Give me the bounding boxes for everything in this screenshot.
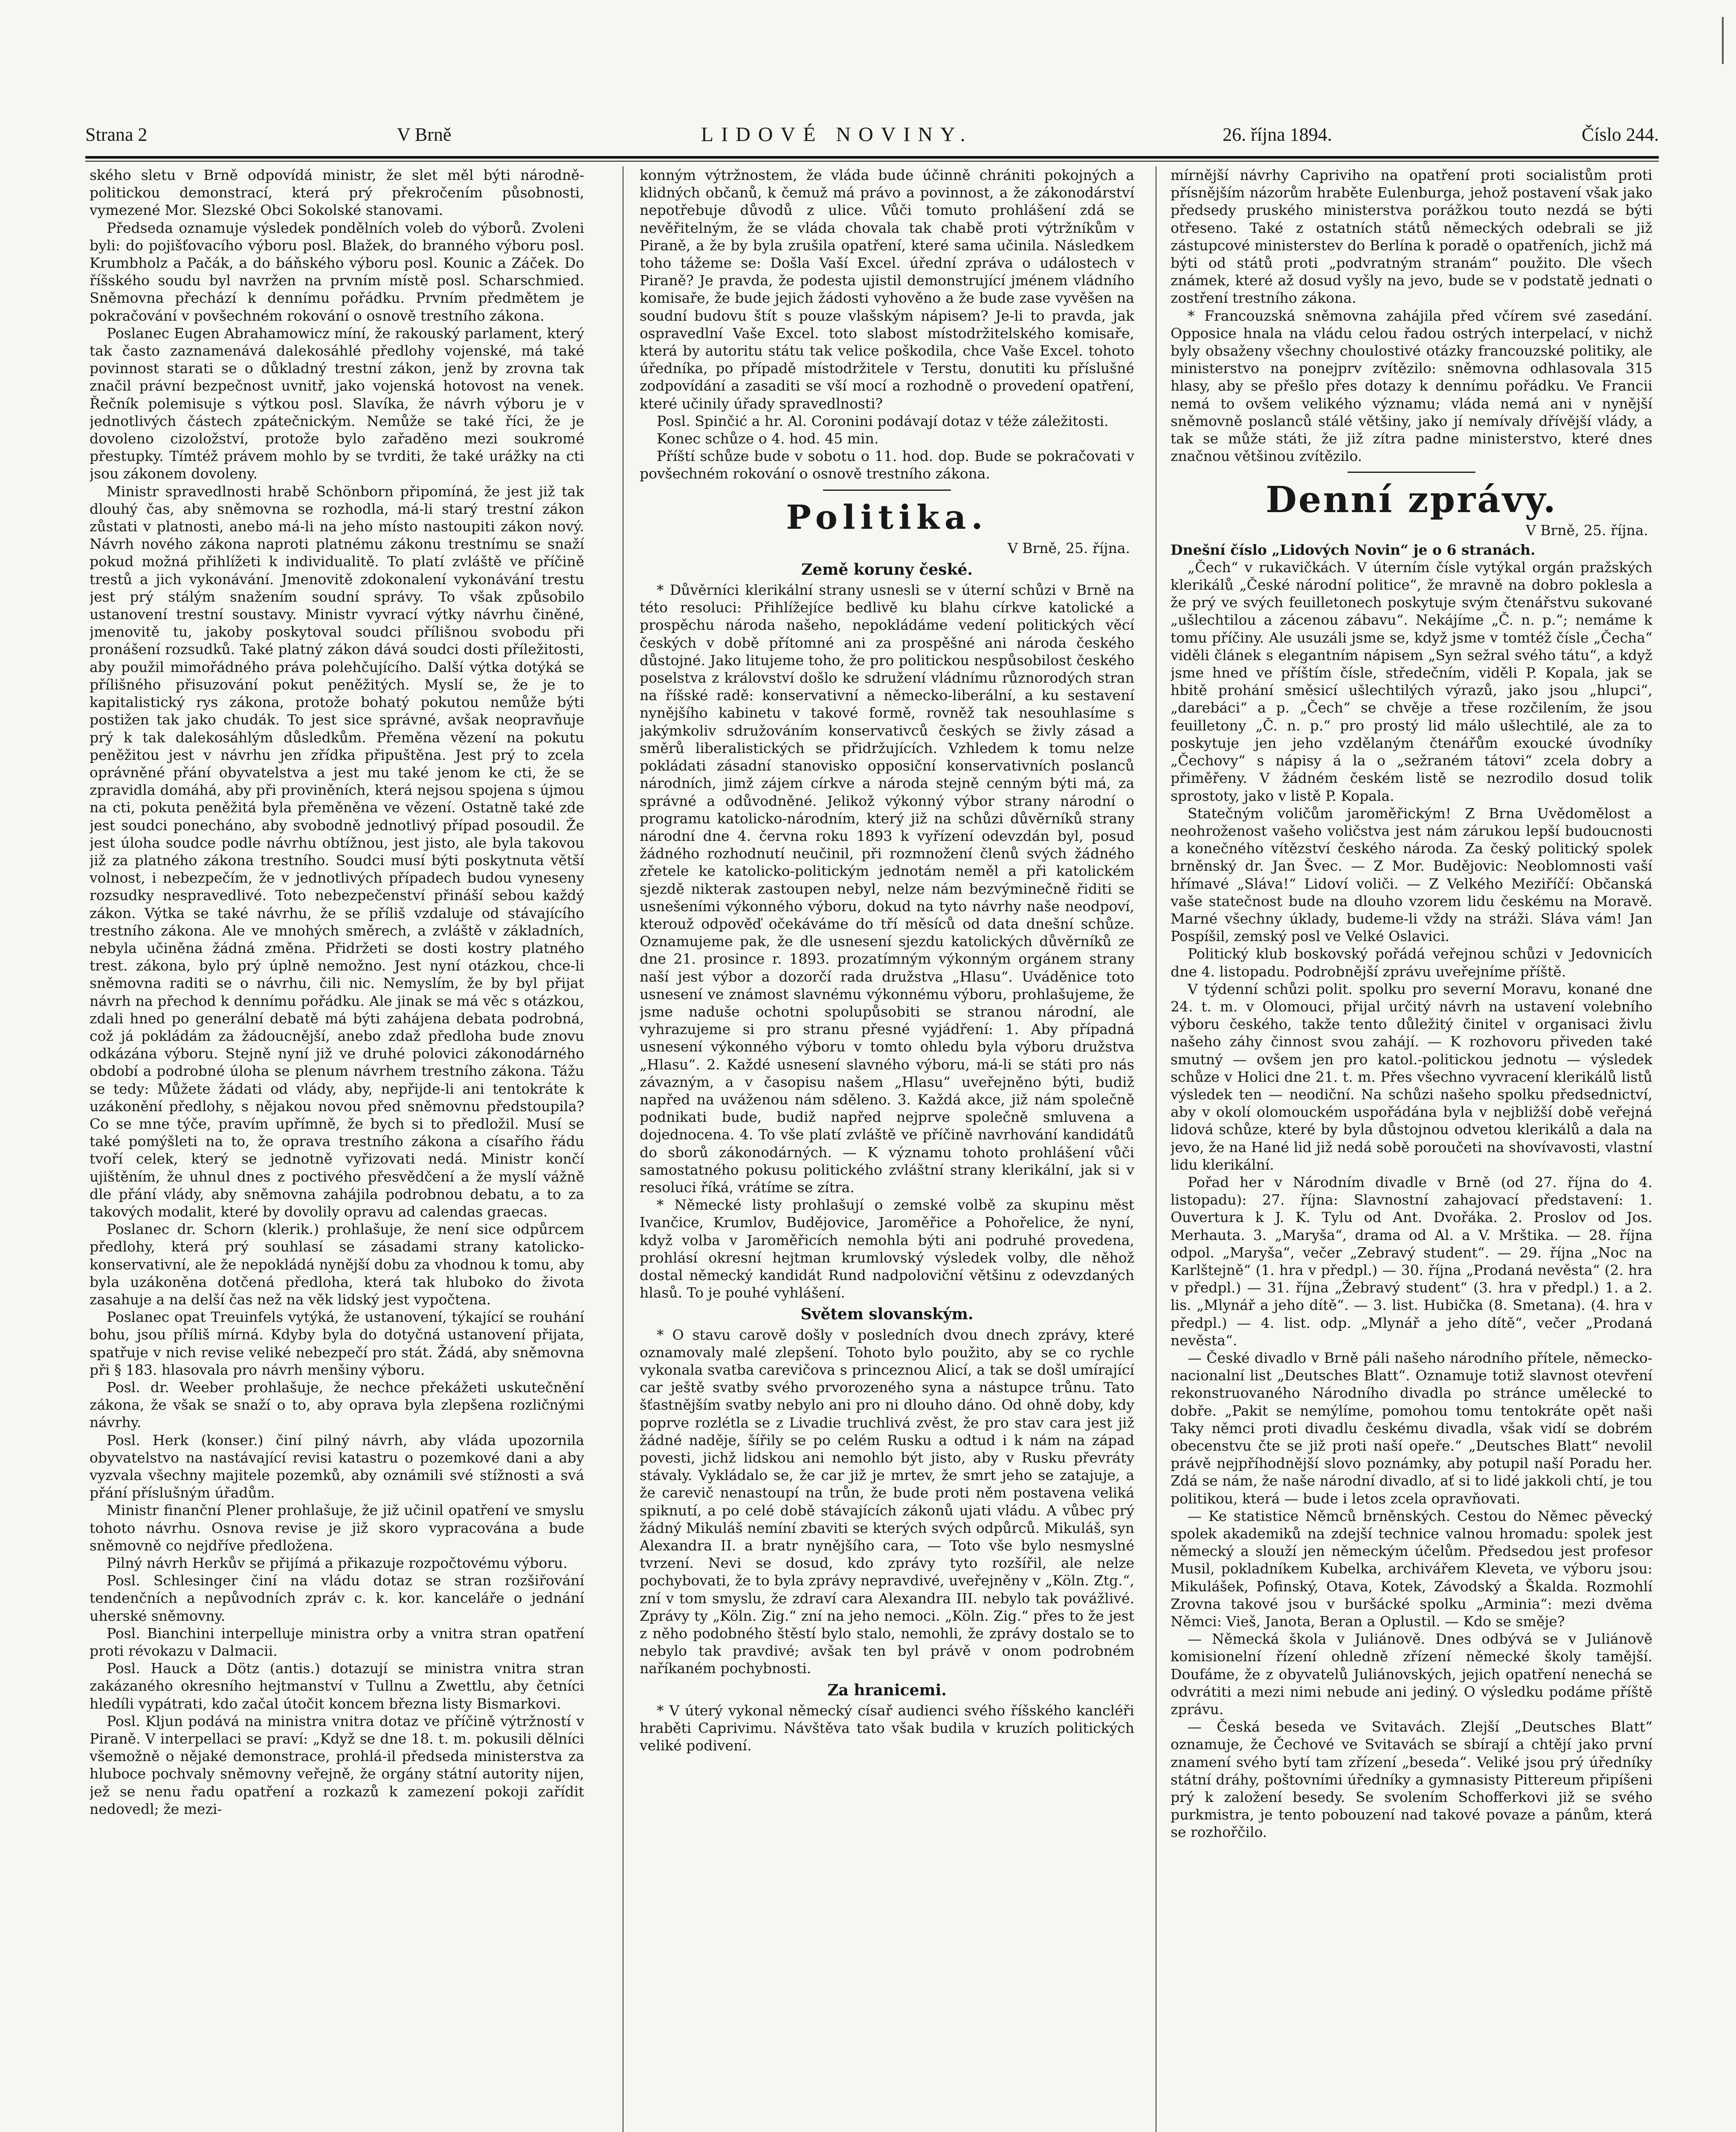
scan-edge-mark bbox=[1722, 17, 1724, 64]
subheading: Za hranicemi. bbox=[827, 1681, 947, 1699]
paragraph: Posl. Spinčić a hr. Al. Coronini podávají dotaz v téže záležitosti. bbox=[657, 412, 1109, 429]
news-item: — České divadlo v Brně páli našeho národního přítele, německo-nacionalní list „Deutsches Blatt“. Oznamuje totiž slavnost otevření rekonstruovaného Národního divadla po stránce umělecké to dobře. „Pakit se nemýlíme, pomohou tomu tentokráte opět naši Taky němci proti divadlu českému divadla, však vidí se dobrém obecenstvu čte se již proti naší opeře.“ „Deutsches Blatt“ nevolil právě nejpříhodnější slovo poznámky, aby potupil naší Poradu her. Zdá se nám, že naše národní divadlo, ať si to lidé jakkoli chtí, je tou politikou, která — bude i letos zcela opravňovati. bbox=[1171, 1350, 1652, 1507]
news-item: V týdenní schůzi polit. spolku pro severní Moravu, konané dne 24. t. m. v Olomouci, přijal určitý návrh na ustavení volebního výboru českého, takže tento důležitý činitel v organisaci živlu našeho záhy činnost svou zahájí. — K rozhovoru přiveden také smutný — ovšem jen pro katol.-politickou jednotu — výsledek schůze v Holici dne 21. t. m. Přes všechno vyvracení klerikálů listů výsledek ten — neodiční. Na schůzi našeho spolku předsednictví, aby v okolí olomouckém uspořádána byla v nejbližší době veřejná lidová schůze, které by byla důstojnou odvetou klerikálů a dala na jevo, že na Hané lid již nedá sobě poroučeti na shovívavosti, vlastní lidu klerikální. bbox=[1171, 980, 1652, 1173]
paragraph: Poslanec Eugen Abrahamowicz míní, že rakouský parlament, který tak často zaznamenává dalekosáhlé předlohy vojenské, má také povinnost starati se o důkladný trestní zákon, jenž by zrovna tak značil právní bezpečnost uvnitř, jako vojenská hotovost na venek. Řečník polemisuje s výtkou posl. Slavíka, že návrh výboru je v jednotlivých částech zpátečnickým. Nemůže se také říci, že je dovoleno cizoložství, protože bylo zařaděno mezi soukromé přestupky. Tímtéž právem mohlo by se tvrditi, že také urážky na cti jsou zákonem dovoleny. bbox=[90, 324, 584, 482]
news-item: Statečným voličům jaroměřickým! Z Brna Uvědomělost a neohroženost vašeho voličstva jest nám zárukou lepší budoucnosti a konečného vítězství českého národa. Za český politický spolek brněnský dr. Jan Švec. — Z Mor. Budějovic: Neoblomnosti vaší hřímavé „Sláva!“ Lidoví voliči. — Z Velkého Meziříčí: Občanská vaše statečnost bude na dlouho vzorem lidu českému na Moravě. Marné všechny úklady, budeme-li vždy na stráži. Sláva vám! Jan Pospíšil, zemský posl ve Velké Oslavici. bbox=[1171, 805, 1652, 945]
column-3 bbox=[1171, 166, 1652, 2132]
paragraph: Posl. Kljun podává na ministra vnitra dotaz ve příčině výtržností v Piraně. V interpellaci se praví: „Když se dne 18. t. m. pokusili dělníci všemožně o nějaké demonstrace, prohlá-il předseda ministerstva za hluboce pochvaly sněmovny veřejně, že orgány státní autority nijen, jež se nenu řadu opatření a rozkazů k zamezení pokoji zařídit nedovedl; že mezi- bbox=[90, 1712, 584, 1817]
dateline: V Brně, 25. října. bbox=[1007, 539, 1130, 556]
edition-note: Dnešní číslo „Lidových Novin“ je o 6 stranách. bbox=[1171, 541, 1536, 558]
paragraph: Pilný návrh Herkův se přijímá a přikazuje rozpočtovému výboru. bbox=[107, 1555, 568, 1572]
masthead-place: V Brně bbox=[397, 124, 452, 145]
paragraph: Posl. Bianchini interpelluje ministra orby a vnitra stran opatření proti révokazu v Dalmacii. bbox=[90, 1625, 584, 1660]
paragraph: * Důvěrníci klerikální strany usnesli se v úterní schůzi v Brně na této resoluci: Přihlížejíce bedlivě ku blahu církve katolické a prospěchu národa našeho, nepokládáme vedení politických věcí českých v době přítomné ani za prospěšné ani národa českého důstojné. Jako litujeme toho, že pro politickou nespůsobilost českého poselstva z království došlo ke sdružení vládnímu různorodých stran na říšské radě: konservativní a německo-liberální, a ku sestavení nynějšího kabinetu v takové formě, rovněž tak nesouhlasíme s jakýmkoliv sdružováním konservativců českých se živly zásad a směrů liberalistických se přidržujících. Vzhledem k tomu nelze pokládati zásadní stanovisko opposiční konservativních poslanců národních, jimž zájem církve a národa stejně cenným býti má, za správné a odůvodněné. Jelikož výkonný výbor strany národní o programu katolicko-národním, který již na schůzi důvěrníků strany národní dne 4. června roku 1893 k vyřízení odevzdán byl, posud žádného rozhodnutí neučinil, při rozmnožení členů svých žádného zřetele ke katolicko-politickým jednotám neměl a při katolickém sjezdě nikterak zastoupen nebyl, nelze nám bezvýminečně řiditi se usnešeními výkonného výboru, dokud na tyto návrhy naše neodpoví, kterouž odpověď očekáváme do tří měsíců od data dnešní schůze. Oznamujeme pak, že dle usnesení sjezdu katolických důvěrníků ze dne 21. prosince r. 1893. prozatímným výkonným orgánem strany naší jest výbor a dozorčí rada družstva „Hlasu“. Uváděnice toto usnesení ve známost slavnému výkonnému výboru, prohlašujeme, že jsme naduše ochotni spolupůsobiti se stranou národní, ale vyhrazujeme si pro stranu přesné vyjádření: 1. Aby případná usnesení výkonného výboru v tomto ohledu byla výboru družstva „Hlasu“. 2. Každé usnesení slavného výboru, má-li se státi pro nás závazným, a v časopisu našem „Hlasu“ uveřejněno býti, budiž napřed na uváženou nám sděleno. 3. Každá akce, již nám společně podnikati bude, budiž napřed nejprve společně smluvena a dojednocena. 4. To vše platí zvláště ve příčině navrhování kandidátů do sborů zákonodárných. — K významu tohoto prohlášení vůči samostatného pokusu politického zvláštní strany klerikální, jak si v resoluci říká, vrátíme se zítra. bbox=[640, 582, 1134, 1196]
paragraph: ského sletu v Brně odpovídá ministr, že slet měl býti národně-politickou demonstrací, která prý překročením působnosti, vymezené Mor. Slezské Obci Sokolské stanovami. bbox=[90, 167, 584, 219]
dateline: V Brně, 25. října. bbox=[1525, 522, 1648, 539]
issue-date: 26. října 1894. bbox=[1222, 124, 1332, 145]
subheading: Země koruny české. bbox=[801, 560, 973, 579]
paragraph: konným výtržnostem, že vláda bude účinně chrániti pokojných a klidných občanů, k čemuž má právo a povinnost, a že zákonodárství nepotřebuje důvodů z ulice. Vůči tomuto prohlášení zdá se nevěřitelným, že se vláda chovala tak chabě proti výtržníkům v Piraně, a že by byla zrušila opatření, které sama učinila. Následkem toho tážeme se: Došla Vaší Excel. úřední zpráva o událostech v Piraně? Je pravda, že podesta ujistil demonstrující jménem vládního komisaře, že bude jejich žádosti vyhověno a že bude zase vyvěšen na soudní budovu štít s pouze vlašským nápisem? Je-li to pravda, jak ospravedlní Vaše Excel. toto slabost místodržitelského komisaře, která by autoritu státu tak velice poškodila, chce Vaše Excel. tohoto úředníka, po případě místodržitele v Terstu, donutiti ku příslušné zodpovídání a zasaditi se vší mocí a rozhodně o provedení opatření, které učinily úřady spravedlnosti? bbox=[640, 167, 1134, 412]
newspaper-title: LIDOVÉ NOVINY. bbox=[701, 123, 973, 146]
masthead bbox=[85, 115, 1659, 154]
section-divider bbox=[1348, 472, 1475, 473]
issue-number: Číslo 244. bbox=[1582, 124, 1659, 145]
paragraph: Ministr spravedlnosti hrabě Schönborn připomíná, že jest již tak dlouhý čas, aby sněmovna se rozhodla, má-li starý trestní zákon zůstati v platnosti, anebo má-li na jeho místo nastoupiti zákon nový. Návrh nového zákona naproti platnému zákonu trestnímu se snaží pokud možná přihlížeti k individualitě. To platí zvláště ve příčině trestů a jich vykonávání. Jmenovitě zdokonalení vykonávání trestu jest prý stálým snažením soudní správy. To však způsobilo ustanovení trestní soustavy. Ministr vyvrací výtky návrhu činěné, jmenovitě tu, jakoby poskytoval soudci přílišnou svobodu při pronášení rozsudků. Také platný zákon dává soudci dosti příležitosti, aby použil mimořádného práva polehčujícího. Další výtka dotýká se přílišného přisuzování pokut peněžitých. Myslí se, že je to kapitalistický rys zákona, protože bohatý pokutou nemůže býti postižen tak jako chudák. To jest sice správné, avšak neopravňuje prý k tak dalekosáhlým důsledkům. Přeměna vězení na pokutu peněžitou jest v návrhu jen zřídka připuštěna. Jest prý to zcela oprávněné přání obyvatelstva a jest mu také jenom ke cti, že se zpravidla domáhá, aby při proviněních, která nejsou spojena s újmou na cti, pokuta peněžitá byla přeměněna ve vězení. Ostatně také zde jest soudci ponecháno, aby svobodně jednotlivý případ posoudil. Že jest úloha soudce podle návrhu obtížnou, jest jisto, ale byla takovou již za platného zákona trestního. Soudci musí býti poskytnuta větší volnost, i nebezpečím, že v jednotlivých případech budou vyneseny rozsudky nespravedlivé. Toto nebezpečenství přináší sebou každý zákon. Výtka se také návrhu, že se příliš vzdaluje od stávajícího trestního zákona. Ale ve mnohých směrech, a zvláště v základních, nebyla učiněna žádná změna. Přidržeti se dosti kostry platného trest. zákona, bylo prý úplně nemožno. Jest nyní otázkou, chce-li sněmovna raditi se o návrhu, čili nic. Nemyslím, že by byl přijat návrh na přechod k dennímu pořádku. Ale jinak se má věc s otázkou, zdali hned po generální debatě má býti zahájena debata podrobná, což já pokládám za žádoucnější, anebo zdaž předloha bude znovu odkázána výboru. Stejně nyní již ve druhé polovici zákonodárného období a podrobné úloha se plenum návrhem trestního zákona. Tážu se tedy: Můžete žádati od vlády, aby, nepřijde-li ani tentokráte k uzákonění předlohy, s nějakou novou před sněmovnu předstoupila? Co se mne týče, pravím upřímně, že bych si to předložil. Musí se také pomýšleti na to, že oprava trestního zákona a císařího řádu tvoří celek, který se jednotně vyřizovati nedá. Ministr končí ujištěním, že uhnul dnes z poctivého přesvědčení a že myslí vážně dle přání vlády, aby sněmovna zahájila podrobnou debatu, a to za takových modalit, které by dovolily opravu ad calendas graecas. bbox=[90, 483, 584, 1220]
paragraph: Poslanec opat Treuinfels vytýká, že ustanovení, týkající se rouhání bohu, jsou příliš mírná. Kdyby byla do dotyčná ustanovení přijata, spatřuje v nich revise veliké nebezpečí pro stát. Žádá, aby sněmovna při § 183. hlasovala pro návrh menšiny výboru. bbox=[90, 1309, 584, 1378]
paragraph: Posl. Hauck a Dötz (antis.) dotazují se ministra vnitra stran zakázaného okresního hejtmanství v Tullnu a Zwettlu, aby četníci hledíli vypátrati, kdo začal útočit koncem března listy Bismarkovi. bbox=[90, 1660, 584, 1712]
masthead-rule bbox=[85, 156, 1659, 159]
paragraph: Posl. Herk (konser.) činí pilný návrh, aby vláda upozornila obyvatelstvo na nastávající revisi katastru o pozemkové dani a aby vyzvala všechny majitele pozemků, aby oznámili své stížnosti a svá přání příslušným úřadům. bbox=[90, 1431, 584, 1501]
news-item: „Čech“ v rukavičkách. V úterním čísle vytýkal orgán pražských klerikálů „České národní politice“, že mravně na dobro poklesla a že prý ve svých feuilletonech poskytuje svým čtenářstvu sukované „ušlechtilou a zácenou zábavu“. Nekájíme „Č. n. p.“; nemáme k tomu příčiny. Ale usuzáli jsme se, když jsme v tomtéž čísle „Čecha“ viděli článek s elegantním nápisem „Syn sežral svého tátu“, a když jsme hned ve příštím čísle, středečním, viděli P. Kopala, jak se hbitě prohání směsicí ušlechtilých výrazů, jako jsou „hlupci“, „darebáci“ a p. „Čech“ se chvěje a třese rozčilením, že jsou feuilletony „Č. n. p.“ pro prostý lid málo ušlechtilé, ale za to poskytuje jen jeho vzdělaným čtenářům exoucké úvodníky „Čechovy“ s nápisy á la o „sežraném tátovi“ zcela dobry a přiměřeny. V žádném českém listě se nezrodilo dosud tolik sprostoty, jako v listě P. Kopala. bbox=[1171, 559, 1652, 804]
news-item: — Německá škola v Juliánově. Dnes odbývá se v Juliánově komisionelní řízení ohledně zřízení německé školy tamější. Doufáme, že z obyvatelů Juliánovských, jejich opatření nenechá se odvrátiti a mezi nimi nebude ani jediný. O výsledku podáme příště zprávu. bbox=[1171, 1631, 1652, 1718]
masthead-rule-thin bbox=[85, 161, 1659, 162]
column-2 bbox=[640, 166, 1134, 2132]
paragraph: Posl. Schlesinger činí na vládu dotaz se stran rozšiřování tendenčních a nepůvodních zpráv c. k. kor. kanceláře o jednání uherské sněmovny. bbox=[90, 1572, 584, 1624]
paragraph: Poslanec dr. Schorn (klerik.) prohlašuje, že není sice odpůrcem předlohy, která prý souhlasí se zásadami strany katolicko-konservativní, ale že nepokládá nynější dobu za vhodnou k tomu, aby byla uzákoněna dotčená předloha, která tak hluboko do života zasahuje a na delší čas než na věk lidský jest vypočtena. bbox=[90, 1221, 584, 1308]
paragraph: Konec schůze o 4. hod. 45 min. bbox=[657, 430, 879, 447]
paragraph: Předseda oznamuje výsledek pondělních voleb do výborů. Zvoleni byli: do pojišťovacího výboru posl. Blažek, do branného výboru posl. Krumbholz a Pačák, a do báňského výboru posl. Kounic a Záček. Do říšského soudu byl navržen na prvním místě posl. Scharschmied. Sněmovna přechází k dennímu pořádku. Prvním předmětem je pokračování v povšechném rokování o osnově trestního zákona. bbox=[90, 219, 584, 324]
paragraph: Příští schůze bude v sobotu o 11. hod. dop. Bude se pokračovati v povšechném rokování o osnově trestního zákona. bbox=[640, 448, 1134, 482]
section-divider bbox=[823, 490, 951, 491]
news-item: — Ke statistice Němců brněnských. Cestou do Němec pěvecký spolek akademiků na zdejší technice valnou hromadu: spolek jest německý a slouží jen německým účelům. Předsedou jest profesor Musil, pokladníkem Kubelka, archivářem Kleveta, ve výboru jsou: Mikulášek, Pofinský, Otava, Kotek, Závodský a Škalda. Rozmohlí Zrovna takové jsou v buršácké spolku „Arminia“: mezi dvěma Němci: Vieš, Janota, Beran a Oplustil. — Kdo se směje? bbox=[1171, 1507, 1652, 1630]
paragraph: Posl. dr. Weeber prohlašuje, že nechce překážeti uskutečnění zákona, že však se snaží o to, aby oprava byla zlepšena rozličnými návrhy. bbox=[90, 1379, 584, 1431]
news-item: Pořad her v Národním divadle v Brně (od 27. října do 4. listopadu): 27. října: Slavnostní zahajovací představení: 1. Ouvertura k J. K. Tylu od Ant. Dvořáka. 2. Proslov od Jos. Merhauta. 3. „Maryša“, drama od Al. a V. Mrštika. — 28. října odpol. „Maryša“, večer „Zebravý student“. — 29. října „Noc na Karlštejně“ (1. hra v předpl.) — 30. října „Prodaná nevěsta“ (2. hra v předpl.) — 31. října „Žebravý student“ (3. hra v předpl.) 1. a 2. lis. „Mlynář a jeho dítě“. — 3. list. Hubička (8. Smetana). (4. hra v předpl.) — 4. list. odp. „Mlynář a jeho dítě“, večer „Prodaná nevěsta“. bbox=[1171, 1173, 1652, 1349]
section-heading-denni-zpravy: Denní zprávy. bbox=[1266, 478, 1557, 521]
column-1 bbox=[90, 166, 584, 2132]
paragraph: mírnější návrhy Capriviho na opatření proti socialistům proti přísnějším názorům hraběte Eulenburga, jehož postavení však jako předsedy pruského ministerstva porážkou touto nezdá se býti otřeseno. Také z ostatních států německých odebrali se již zástupcové ministerstev do Berlína k poradě o opatřeních, jichž má býti od států proti „podvratným stranám“ použito. Dle všech známek, které až dosud vyšly na jevo, bude se v podstatě jednati o zostření trestního zákona. bbox=[1171, 167, 1652, 307]
news-item: Politický klub boskovský pořádá veřejnou schůzi v Jedovnicích dne 4. listopadu. Podrobnější zprávu uveřejníme příště. bbox=[1171, 945, 1652, 980]
news-item: — Česká beseda ve Svitavách. Zlejší „Deutsches Blatt“ oznamuje, že Čechové ve Svitavách se sbírají a chtějí jako první znamení svého bytí tam zřízení „beseda“. Veliké jsou prý úředníky státní dráhy, poštovními úředníky a gymnasisty Pittereum připíšeni prý k založení besedy. Se svolením Schofferkovi již se svého purkmistra, je tento pobouzení nad takové povaze a pánům, která se rozhořčilo. bbox=[1171, 1718, 1652, 1841]
paragraph: * V úterý vykonal německý císař audienci svého říšského kancléři hraběti Caprivimu. Návštěva tato však budila v kruzích politických veliké podivení. bbox=[640, 1702, 1134, 1754]
section-heading-politika: Politika. bbox=[786, 498, 988, 537]
subheading: Světem slovanským. bbox=[800, 1305, 974, 1324]
paragraph: Ministr finanční Plener prohlašuje, že již učinil opatření ve smyslu tohoto návrhu. Osnova revise je již skoro vypracována a bude sněmovně co nejdříve předložena. bbox=[90, 1502, 584, 1554]
paragraph: * Francouzská sněmovna zahájila před včírem své zasedání. Opposice hnala na vládu celou řadou ostrých interpelací, v nichž byly obsaženy všechny choulostivé otázky francouzské politiky, ale ministerstvo na ponejprv zvítězilo: sněmovna odhlasovala 315 hlasy, aby se přešlo přes dotazy k dennímu pořádku. Ve Francii nemá to ovšem velikého významu; vláda nemá ani v nynější sněmovně poslanců stálé většiny, jako jí nemívaly dřívější vlády, a tak se může státi, že již zítra padne ministerstvo, které dnes značnou většinou zvítězilo. bbox=[1171, 307, 1652, 465]
paragraph: * Německé listy prohlašují o zemské volbě za skupinu měst Ivančice, Krumlov, Budějovice, Jaroměřice a Pohořelice, že nyní, když volba v Jaroměřicích nemohla býti ani podruhé provedena, prohlásí okresní hejtman krumlovský výsledek volby, dle něhož dostal německý kandidát Rund nadpoloviční většinu z odevzdaných hlasů. To je pouhé vyhlášení. bbox=[640, 1196, 1134, 1301]
page-number: Strana 2 bbox=[85, 124, 148, 145]
paragraph: * O stavu carově došly v posledních dvou dnech zprávy, které oznamovaly malé zlepšení. Tohoto bylo použito, aby se co rychle vykonala svatba carevičova s princeznou Alicí, a tak se došl umírající car ještě svatby svého prvorozeného syna a nástupce trůnu. Tato šťastnějším svatby nebylo ani pro ni dlouho dáno. Od ohně doby, kdy poprve rozlétla se z Livadie truchlivá zvěst, že pro stav cara jest již žádné naděje, šířily se po celém Rusku a odtud i k nám na západ povesti, jichž lidskou ani nemohlo být jisto, aby v Rusku převráty stávaly. Vykládalo se, že car již je mrtev, že smrt jeho se zatajuje, a že carevič nenastoupí na trůn, že bude proti něm postavena veliká spiknutí, a po celé době stávajících zákonů ujati vládu. A vůbec prý žádný Mikuláš nemíní zbaviti se kterých svých odpůrců. Mikuláš, syn Alexandra II. a bratr nynějšího cara, — Toto vše bylo nesmyslné tvrzení. Nevi se dosud, kdo zprávy tyto rozšířil, ale nelze pochybovati, že to byla zprávy nepravdivé, uveřejněny v „Köln. Ztg.“, zní v tom smyslu, že zdraví cara Alexandra III. nebylo tak povážlivé. Zprávy ty „Köln. Zig.“ zní na jeho nemoci. „Köln. Zig.“ přes to že jest z něho podobného štěstí bylo stalo, nemohli, že zprávy dostalo se to nebylo tak pravdivé; avšak ten byl právě v onom podrobném naříkaném pochybnosti. bbox=[640, 1326, 1134, 1677]
